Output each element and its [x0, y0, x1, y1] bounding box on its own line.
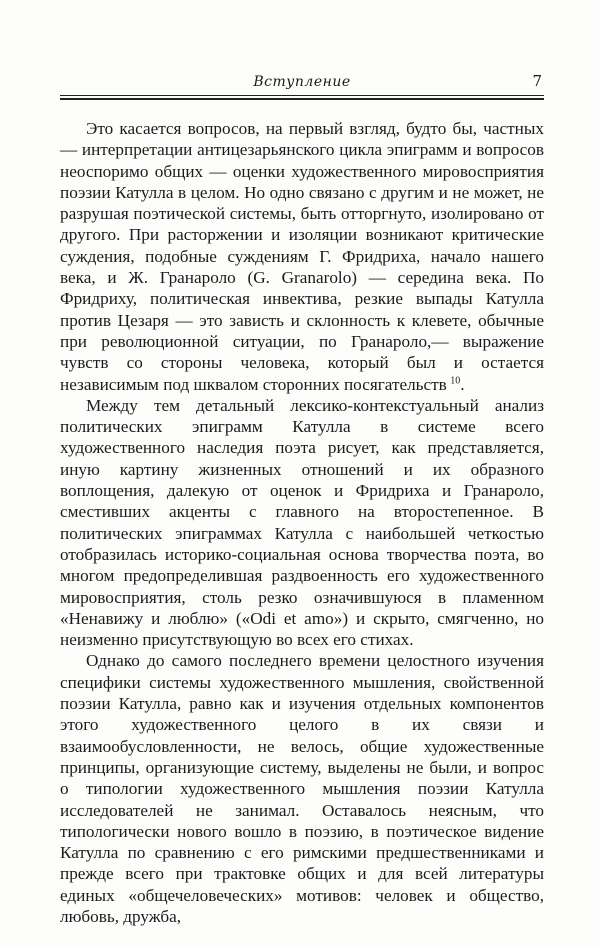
header-rule-thin	[60, 95, 544, 96]
body-text	[60, 118, 544, 927]
running-title: Вступление	[253, 74, 351, 90]
paragraph-2: Между тем детальный лексико-контекстуальный анализ политических эпиграмм Катулла в системе всего художественного наследия поэта рисует, как представляется, иную картину жизненных отношений и их образного воплощения, далекую от оценок и Фридриха и Гранароло, сместивших акценты с главного на второстепенное. В политических эпиграммах Катулла с наибольшей четкостью отобразилась историко-социальная основа творчества поэта, во многом предопределившая раздвоенность его художественного мировосприятия, столь резко означившуюся в пламенном «Ненавижу и люблю» («Odi et amo») и скрыто, смягченно, но неизменно присутствующую во всех его стихах.	[60, 395, 544, 650]
header-rule-thick	[60, 98, 544, 100]
page-number: 7	[532, 72, 542, 90]
paragraph-3: Однако до самого последнего времени целостного изучения специфики системы художественного мышления, свойственной поэзии Катулла, равно как и изучения отдельных компонентов этого художественного целого в их связи и взаимообусловленности, не велось, общие художественные принципы, организующие систему, выделены не были, и вопрос о типологии художественного мышления поэзии Катулла исследователей не занимал. Оставалось неясным, что типологически нового вошло в поэзию, в поэтическое видение Катулла по сравнению с его римскими предшественниками и прежде всего при трактовке общих и для всей литературы единых «общечеловеческих» мотивов: человек и общество, любовь, дружба,	[60, 651, 544, 926]
paragraph-1-text: Это касается вопросов, на первый взгляд, будто бы, частных — интерпретации антицезарьянского цикла эпиграмм и вопросов неоспоримо общих — оценки художественного мировосприятия поэзии Катулла в целом. Но одно связано с другим и не может, не разрушая поэтической системы, быть отторгнуто, изолировано от другого. При расторжении и изоляции возникают критические суждения, подобные суждениям Г. Фридриха, начало нашего века, и Ж. Гранароло (G. Granarolo) — середина века. По Фридриху, политическая инвектива, резкие выпады Катулла против Цезаря — это зависть и склонность к клевете, обычные при революционной ситуации, по Гранароло,— выражение чувств со стороны человека, который был и остается независимым под шквалом сторонних посягательств	[60, 119, 544, 394]
footnote-marker: 10	[450, 374, 461, 386]
paragraph-1: Это касается вопросов, на первый взгляд, будто бы, частных — интерпретации антицезарьянского цикла эпиграмм и вопросов неоспоримо общих — оценки художественного мировосприятия поэзии Катулла в целом. Но одно связано с другим и не может, не разрушая поэтической системы, быть отторгнуто, изолировано от другого. При расторжении и изоляции возникают критические суждения, подобные суждениям Г. Фридриха, начало нашего века, и Ж. Гранароло (G. Granarolo) — середина века. По Фридриху, политическая инвектива, резкие выпады Катулла против Цезаря — это зависть и склонность к клевете, обычные при революционной ситуации, по Гранароло,— выражение чувств со стороны человека, который был и остается независимым под шквалом сторонних посягательств $^{10}$.	[60, 119, 544, 394]
